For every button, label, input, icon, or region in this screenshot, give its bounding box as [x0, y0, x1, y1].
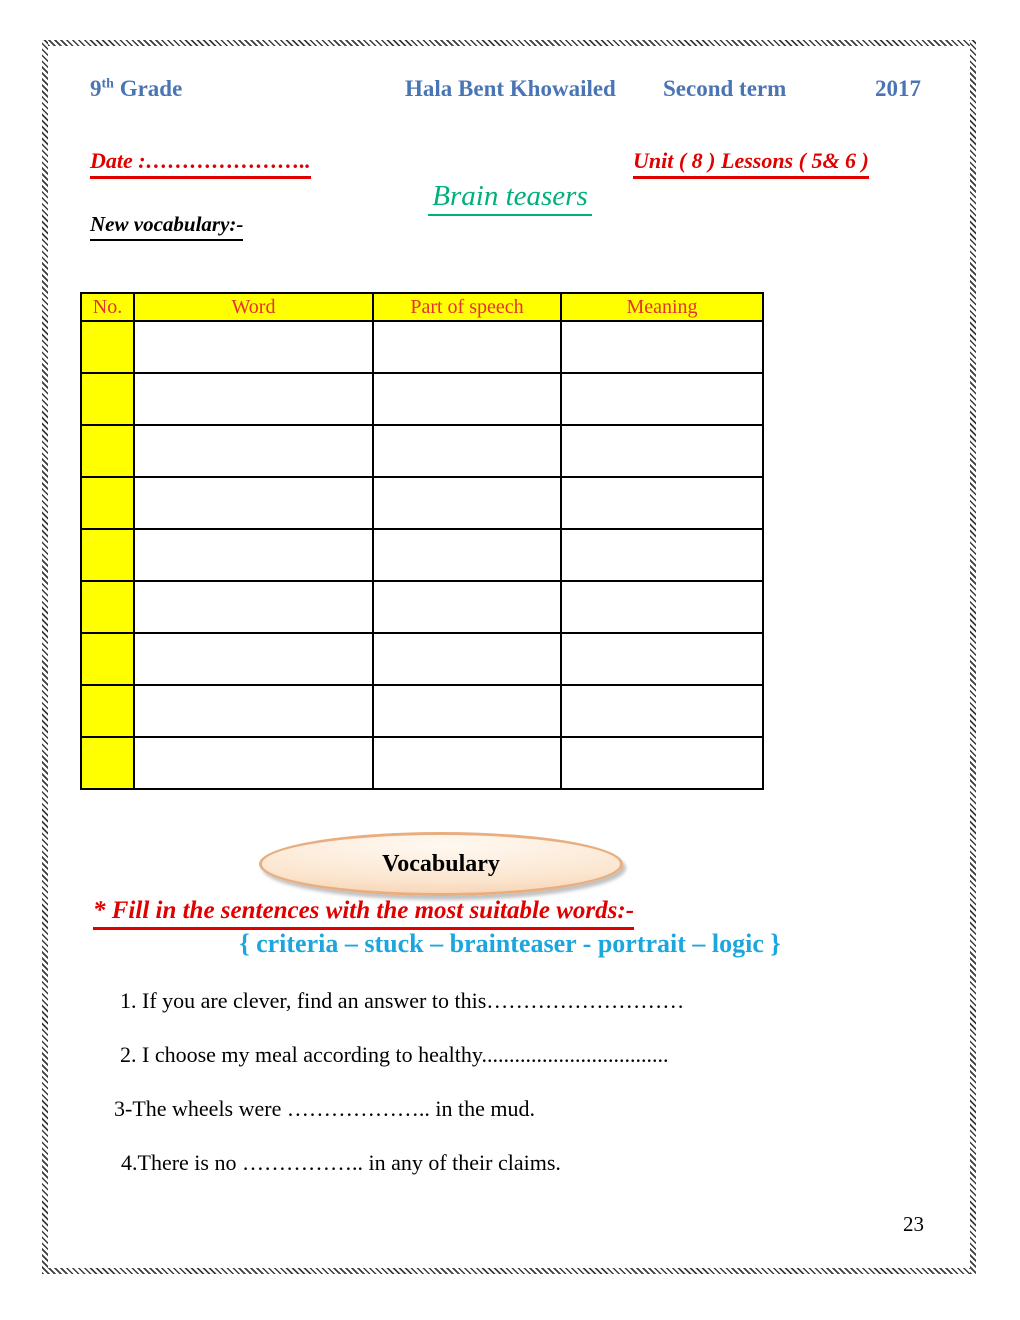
grade-number: 9 — [90, 76, 102, 101]
vocabulary-banner-label: Vocabulary — [382, 851, 500, 877]
vocab-cell-empty — [561, 477, 763, 529]
vocab-cell-no — [81, 737, 134, 789]
grade-word: Grade — [113, 76, 183, 101]
sentence-2: 2. I choose my meal according to healthy.................................. — [120, 1042, 669, 1067]
vocab-cell-empty — [134, 529, 373, 581]
grade-ordinal-suffix: th — [101, 76, 114, 92]
vocab-cell-empty — [134, 685, 373, 737]
unit-lessons-label: Unit ( 8 ) Lessons ( 5& 6 ) — [633, 148, 869, 179]
vocab-cell-no — [81, 633, 134, 685]
vocab-cell-empty — [134, 633, 373, 685]
vocab-cell-no — [81, 321, 134, 373]
col-header-part-of-speech: Part of speech — [373, 293, 561, 321]
school-name: Hala Bent Khowailed — [405, 76, 616, 101]
col-header-meaning: Meaning — [561, 293, 763, 321]
vocab-cell-empty — [561, 737, 763, 789]
lesson-title-row — [0, 180, 1020, 216]
sentence-1: 1. If you are clever, find an answer to this……………………… — [120, 988, 685, 1013]
vocab-cell-empty — [134, 737, 373, 789]
vocab-cell-no — [81, 425, 134, 477]
border-left — [42, 40, 48, 1274]
vocab-table-row — [81, 737, 763, 789]
vocab-cell-empty — [561, 529, 763, 581]
vocab-table-row — [81, 425, 763, 477]
vocab-cell-empty — [134, 425, 373, 477]
grade-label — [90, 76, 182, 102]
word-bank: { criteria – stuck – brainteaser - portrait – logic } — [239, 929, 781, 958]
col-header-no: No. — [81, 293, 134, 321]
border-bottom — [42, 1268, 976, 1274]
vocab-cell-no — [81, 373, 134, 425]
border-right — [970, 40, 976, 1274]
date-field: Date :………………….. — [90, 148, 311, 179]
vocab-cell-empty — [561, 633, 763, 685]
word-bank-row — [0, 929, 1020, 959]
vocab-table-row — [81, 581, 763, 633]
lesson-title: Brain teasers — [428, 180, 591, 216]
vocab-cell-no — [81, 529, 134, 581]
vocab-table-body — [81, 321, 763, 789]
vocab-table-row — [81, 321, 763, 373]
vocab-table-row — [81, 685, 763, 737]
vocab-cell-empty — [134, 477, 373, 529]
fill-in-instruction: * Fill in the sentences with the most suitable words:- — [93, 897, 634, 930]
term-label: Second term — [663, 76, 787, 101]
vocab-cell-empty — [561, 425, 763, 477]
vocabulary-table — [80, 292, 764, 790]
vocab-cell-empty — [561, 581, 763, 633]
vocab-cell-no — [81, 685, 134, 737]
vocab-cell-empty — [561, 373, 763, 425]
vocab-cell-empty — [373, 477, 561, 529]
vocab-cell-empty — [134, 581, 373, 633]
vocab-cell-empty — [561, 321, 763, 373]
vocab-cell-empty — [134, 373, 373, 425]
year-label: 2017 — [875, 76, 921, 101]
vocab-table-row — [81, 477, 763, 529]
vocab-table-row — [81, 529, 763, 581]
vocab-table-row — [81, 373, 763, 425]
col-header-word: Word — [134, 293, 373, 321]
sentence-3: 3-The wheels were ……………….. in the mud. — [114, 1096, 535, 1121]
vocab-cell-empty — [373, 581, 561, 633]
vocab-cell-empty — [373, 633, 561, 685]
border-top — [42, 40, 976, 46]
vocab-table-row — [81, 633, 763, 685]
vocab-cell-empty — [373, 373, 561, 425]
vocabulary-banner — [259, 832, 623, 896]
vocab-cell-empty — [134, 321, 373, 373]
vocab-cell-no — [81, 477, 134, 529]
page-number: 23 — [903, 1212, 924, 1236]
vocab-cell-empty — [373, 737, 561, 789]
vocab-cell-empty — [373, 685, 561, 737]
new-vocabulary-heading: New vocabulary:- — [90, 212, 243, 241]
vocab-cell-empty — [373, 321, 561, 373]
vocab-cell-empty — [373, 425, 561, 477]
vocab-cell-empty — [561, 685, 763, 737]
vocab-cell-empty — [373, 529, 561, 581]
vocab-cell-no — [81, 581, 134, 633]
sentence-4: 4.There is no …………….. in any of their claims. — [121, 1150, 561, 1175]
vocab-table-header-row — [81, 293, 763, 321]
